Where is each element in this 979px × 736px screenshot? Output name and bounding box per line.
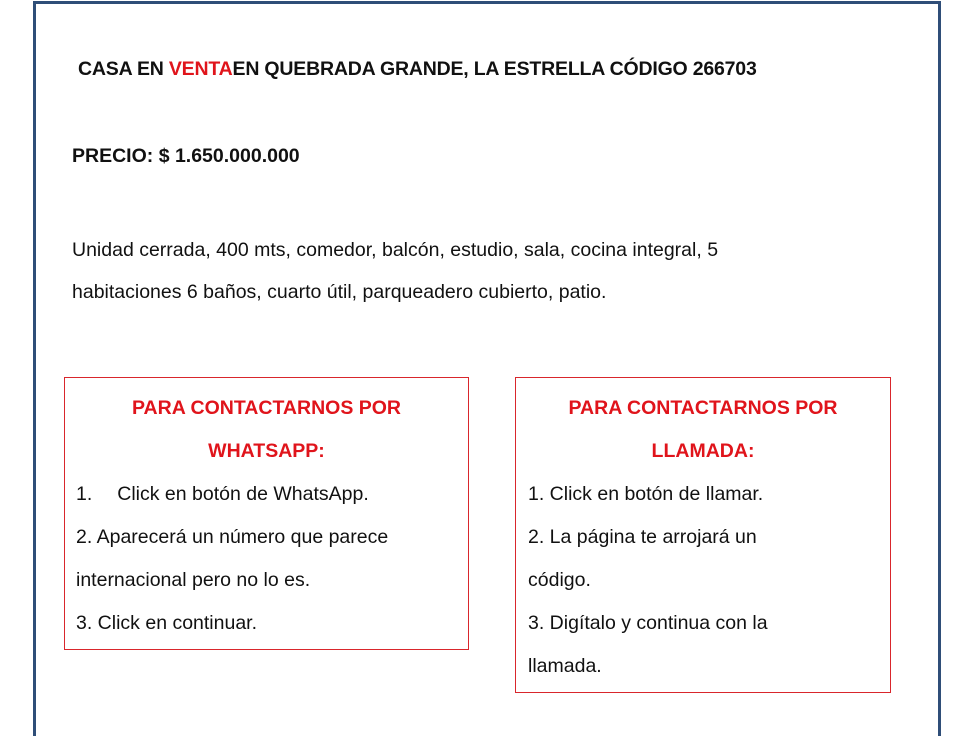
whatsapp-heading	[65, 387, 468, 473]
step-text: Click en botón de WhatsApp.	[117, 483, 369, 505]
whatsapp-steps-list	[65, 473, 468, 645]
step-item: 1. Click en botón de llamar.	[528, 483, 764, 505]
step-item: 3. Digítalo y continua con la	[528, 612, 768, 634]
step-number: 1.	[76, 483, 93, 505]
whatsapp-contact-box	[64, 377, 469, 650]
price-value: $ 1.650.000.000	[158, 145, 300, 167]
listing-description	[72, 229, 872, 313]
step-item-continued: internacional pero no lo es.	[76, 569, 311, 591]
step-item: 2. Aparecerá un número que parece	[76, 526, 389, 548]
description-line: habitaciones 6 baños, cuarto útil, parqueadero cubierto, patio.	[72, 281, 607, 303]
heading-line: PARA CONTACTARNOS POR	[131, 397, 402, 419]
description-line: Unidad cerrada, 400 mts, comedor, balcón, estudio, sala, cocina integral, 5	[72, 239, 719, 261]
heading-line: LLAMADA:	[651, 440, 755, 462]
listing-title	[78, 58, 757, 81]
step-item	[76, 473, 468, 516]
listing-price	[72, 145, 300, 168]
title-prefix: CASA EN	[78, 58, 169, 80]
heading-line: PARA CONTACTARNOS POR	[568, 397, 838, 419]
step-item: 2. La página te arrojará un	[528, 526, 757, 548]
price-label: PRECIO:	[72, 145, 159, 167]
step-item: 3. Click en continuar.	[76, 612, 258, 634]
call-contact-box	[515, 377, 891, 693]
heading-line: WHATSAPP:	[208, 440, 325, 462]
call-heading	[516, 387, 890, 473]
title-suffix: EN QUEBRADA GRANDE, LA ESTRELLA CÓDIGO 266703	[232, 58, 757, 80]
step-item-continued: llamada.	[528, 655, 602, 677]
step-item-continued: código.	[528, 569, 591, 591]
call-steps-list	[516, 473, 890, 688]
title-highlight: VENTA	[168, 58, 233, 80]
